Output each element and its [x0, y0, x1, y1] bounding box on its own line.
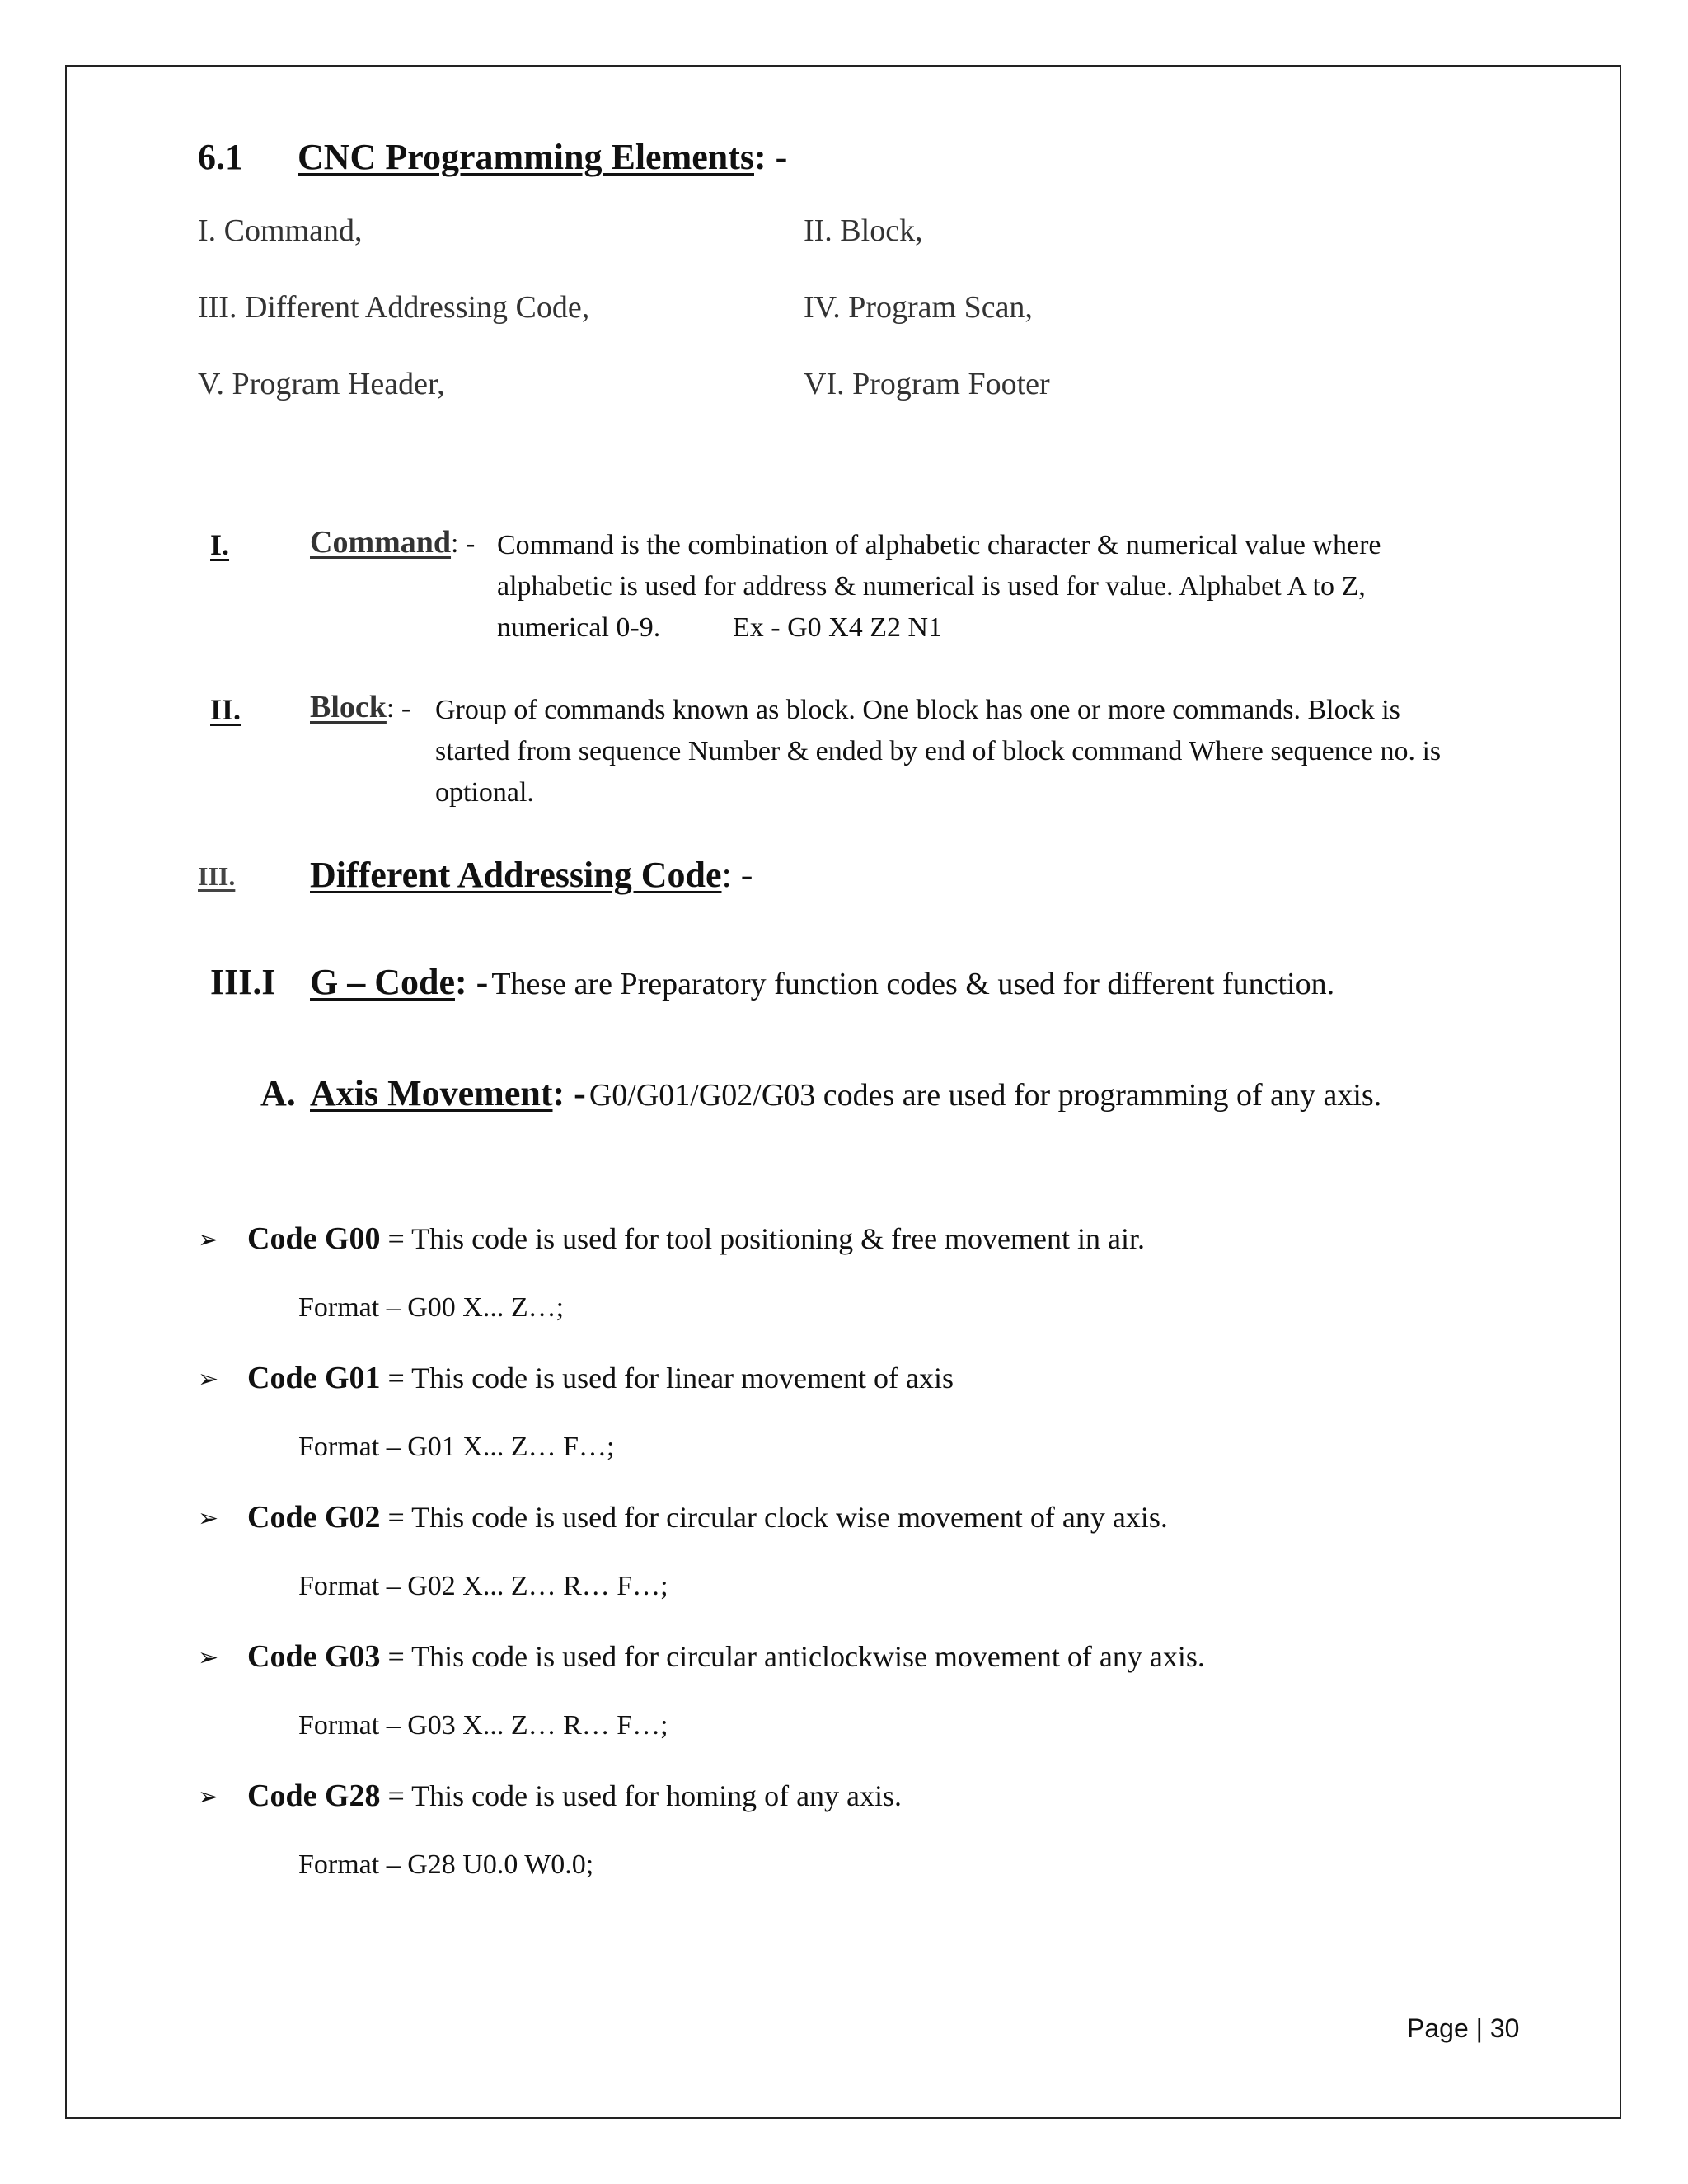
code-format: Format – G01 X... Z… F…; [298, 1432, 615, 1462]
gcode-desc: These are Preparatory function codes & used for different function. [491, 967, 1335, 1001]
command-line-1: Command is the combination of alphabetic character & numerical value where [497, 530, 1381, 560]
code-format: Format – G02 X... Z… R… F…; [298, 1571, 668, 1601]
block-line-1: Group of commands known as block. One block has one or more commands. Block is [435, 695, 1400, 725]
arrowhead-bullet-icon: ➢ [198, 1643, 219, 1672]
arrowhead-bullet-icon: ➢ [198, 1365, 219, 1394]
addressing-term: Different Addressing Code [310, 855, 722, 895]
gcode-heading [310, 961, 1334, 1003]
code-label: Code G28 [247, 1779, 381, 1813]
addressing-numeral: III. [198, 861, 236, 891]
page-footer [1407, 2013, 1519, 2044]
elements-list-item: V. Program Header, [198, 367, 445, 401]
page-separator: | [1475, 2013, 1483, 2043]
elements-list-item: IV. Program Scan, [804, 290, 1033, 325]
block-numeral: II. [210, 693, 241, 726]
code-desc: = This code is used for homing of any axis. [387, 1779, 903, 1812]
section-title: CNC Programming Elements [298, 137, 754, 177]
page-number: 30 [1489, 2013, 1520, 2043]
section-suffix: : - [754, 137, 788, 177]
code-format: Format – G03 X... Z… R… F…; [298, 1710, 668, 1741]
section-number: 6.1 [198, 137, 243, 177]
axis-sep: : - [552, 1073, 586, 1113]
code-label: Code G00 [247, 1221, 381, 1256]
code-item [247, 1360, 954, 1396]
code-desc: = This code is used for circular anticlockwise movement of any axis. [387, 1640, 1205, 1673]
code-label: Code G03 [247, 1639, 381, 1674]
code-format: Format – G28 U0.0 W0.0; [298, 1849, 594, 1880]
section-heading [198, 136, 787, 178]
elements-list-item: III. Different Addressing Code, [198, 290, 590, 325]
code-desc: = This code is used for circular clock wise movement of any axis. [387, 1501, 1168, 1534]
command-numeral: I. [210, 528, 230, 561]
axis-term: Axis Movement [310, 1073, 553, 1113]
code-desc: = This code is used for linear movement of axis [387, 1361, 954, 1394]
elements-list-item: VI. Program Footer [804, 367, 1050, 401]
addressing-sep: : - [721, 855, 753, 895]
elements-list-item: II. Block, [804, 213, 923, 248]
axis-desc: G0/G01/G02/G03 codes are used for programming of any axis. [588, 1078, 1382, 1113]
command-line-2: alphabetic is used for address & numerical is used for value. Alphabet A to Z, [497, 571, 1366, 602]
elements-list-item: I. Command, [198, 213, 363, 248]
page-label: Page [1407, 2013, 1469, 2043]
block-line-2: started from sequence Number & ended by end of block command Where sequence no. is [435, 736, 1442, 766]
block-heading [310, 689, 410, 725]
addressing-heading [310, 854, 753, 896]
code-label: Code G01 [247, 1361, 381, 1395]
code-item [247, 1778, 902, 1814]
command-heading [310, 524, 475, 560]
gcode-term: G – Code [310, 962, 455, 1002]
gcode-numeral: III.I [210, 962, 276, 1002]
command-line-3: numerical 0-9. [497, 612, 661, 643]
arrowhead-bullet-icon: ➢ [198, 1783, 219, 1811]
block-sep: : - [386, 693, 411, 724]
code-item [247, 1221, 1145, 1257]
gcode-sep: : - [455, 962, 489, 1002]
arrowhead-bullet-icon: ➢ [198, 1504, 219, 1533]
code-label: Code G02 [247, 1500, 381, 1535]
command-example: Ex - G0 X4 Z2 N1 [733, 612, 943, 643]
axis-heading [310, 1072, 1381, 1114]
code-format: Format – G00 X... Z…; [298, 1292, 565, 1323]
code-item [247, 1499, 1168, 1535]
command-sep: : - [451, 528, 476, 559]
arrowhead-bullet-icon: ➢ [198, 1226, 219, 1254]
code-item [247, 1638, 1205, 1675]
block-term: Block [310, 690, 387, 724]
axis-letter: A. [260, 1073, 296, 1113]
block-line-3: optional. [435, 777, 534, 808]
code-desc: = This code is used for tool positioning & free movement in air. [387, 1222, 1145, 1255]
command-term: Command [310, 525, 452, 560]
